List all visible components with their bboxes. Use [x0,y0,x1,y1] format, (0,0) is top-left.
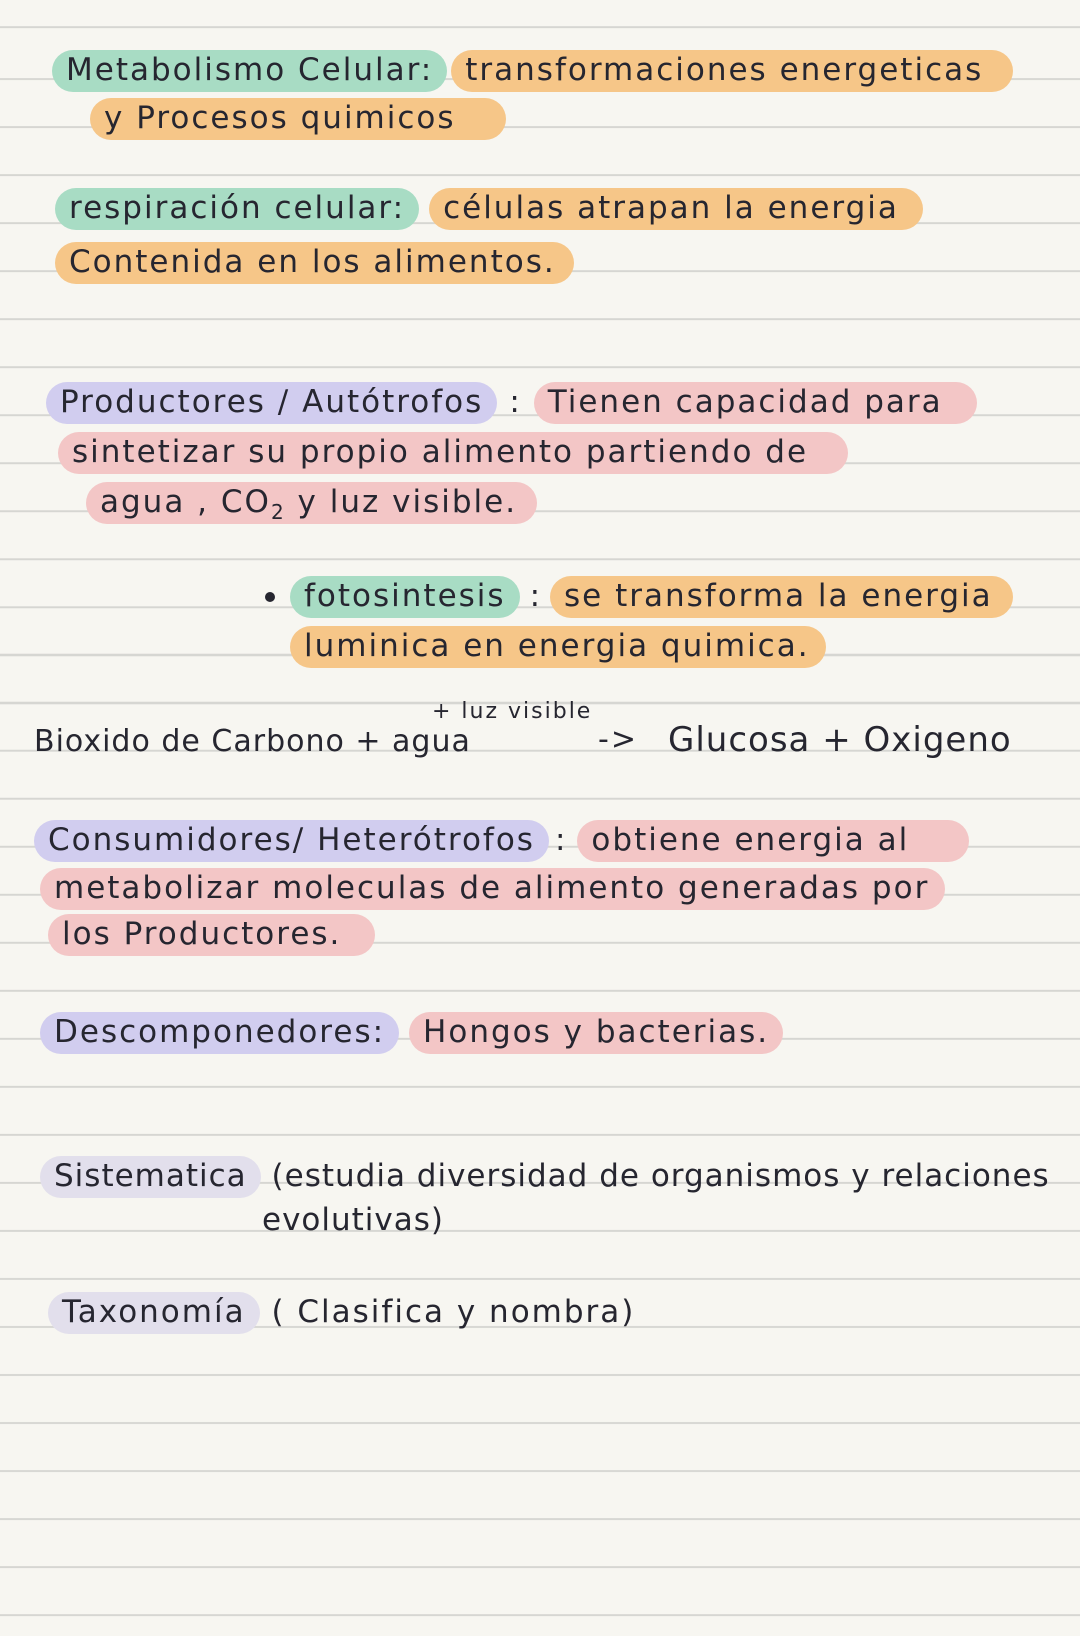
def-consumidores-3: los Productores. [48,914,375,956]
term-consumidores-heterotrofos: Consumidores/ Heterótrofos [34,820,549,862]
consumidores-line-2 [40,866,945,910]
def-sistematica-1: (estudia diversidad de organismos y relaciones [271,1158,1050,1194]
consumidores-line-1 [34,818,969,862]
sistematica-line-1 [40,1154,1050,1198]
fotosintesis-line-2 [290,624,826,668]
equation-arrow: -> [598,722,638,757]
respiracion-line-2 [55,240,574,284]
def-consumidores-2: metabolizar moleculas de alimento generadas por [40,868,945,910]
def-productores-1: Tienen capacidad para [534,382,977,424]
productores-colon: : [509,384,522,420]
def-metabolismo-1: transformaciones energeticas [451,50,1013,92]
term-respiracion-celular: respiración celular: [55,188,419,230]
productores-line-1 [46,380,977,424]
bullet-dot [265,592,275,602]
equation-condition: + luz visible [432,699,593,724]
fotosintesis-line-1 [290,574,1013,618]
term-fotosintesis: fotosintesis [290,576,520,618]
def-taxonomia: ( Clasifica y nombra) [271,1294,636,1330]
def-fotosintesis-1: se transforma la energia [550,576,1013,618]
def-metabolismo-2: y Procesos quimicos [90,98,506,140]
equation-products: Glucosa + Oxigeno [668,720,1012,760]
descomponedores-line [40,1010,783,1054]
consumidores-line-3 [48,912,375,956]
def-consumidores-1: obtiene energia al [577,820,969,862]
def-productores-2: sintetizar su propio alimento partiendo de [58,432,848,474]
term-descomponedores: Descomponedores: [40,1012,399,1054]
def-fotosintesis-2: luminica en energia quimica. [290,626,826,668]
productores-line-3 [86,480,537,532]
equation-reactants: Bioxido de Carbono + agua [34,724,471,759]
co2-subscript: 2 [270,500,286,525]
term-taxonomia: Taxonomía [48,1292,260,1334]
def-respiracion-2: Contenida en los alimentos. [55,242,574,284]
def-descomponedores: Hongos y bacterias. [409,1012,783,1054]
def-respiracion-1: células atrapan la energia [429,188,923,230]
respiracion-line-1 [55,186,923,230]
taxonomia-line [48,1290,635,1334]
sistematica-line-2: evolutivas) [262,1202,444,1238]
term-productores-autotrofos: Productores / Autótrofos [46,382,497,424]
term-metabolismo-celular: Metabolismo Celular: [52,50,447,92]
def-productores-3: agua , $CO_2$ y luz visible. [86,482,537,524]
term-sistematica: Sistematica [40,1156,261,1198]
productores-line-2 [58,430,848,474]
metabolismo-line-1 [52,48,1013,92]
fotosintesis-colon: : [529,578,543,614]
consumidores-colon: : [554,822,568,858]
metabolismo-line-2 [90,96,506,140]
